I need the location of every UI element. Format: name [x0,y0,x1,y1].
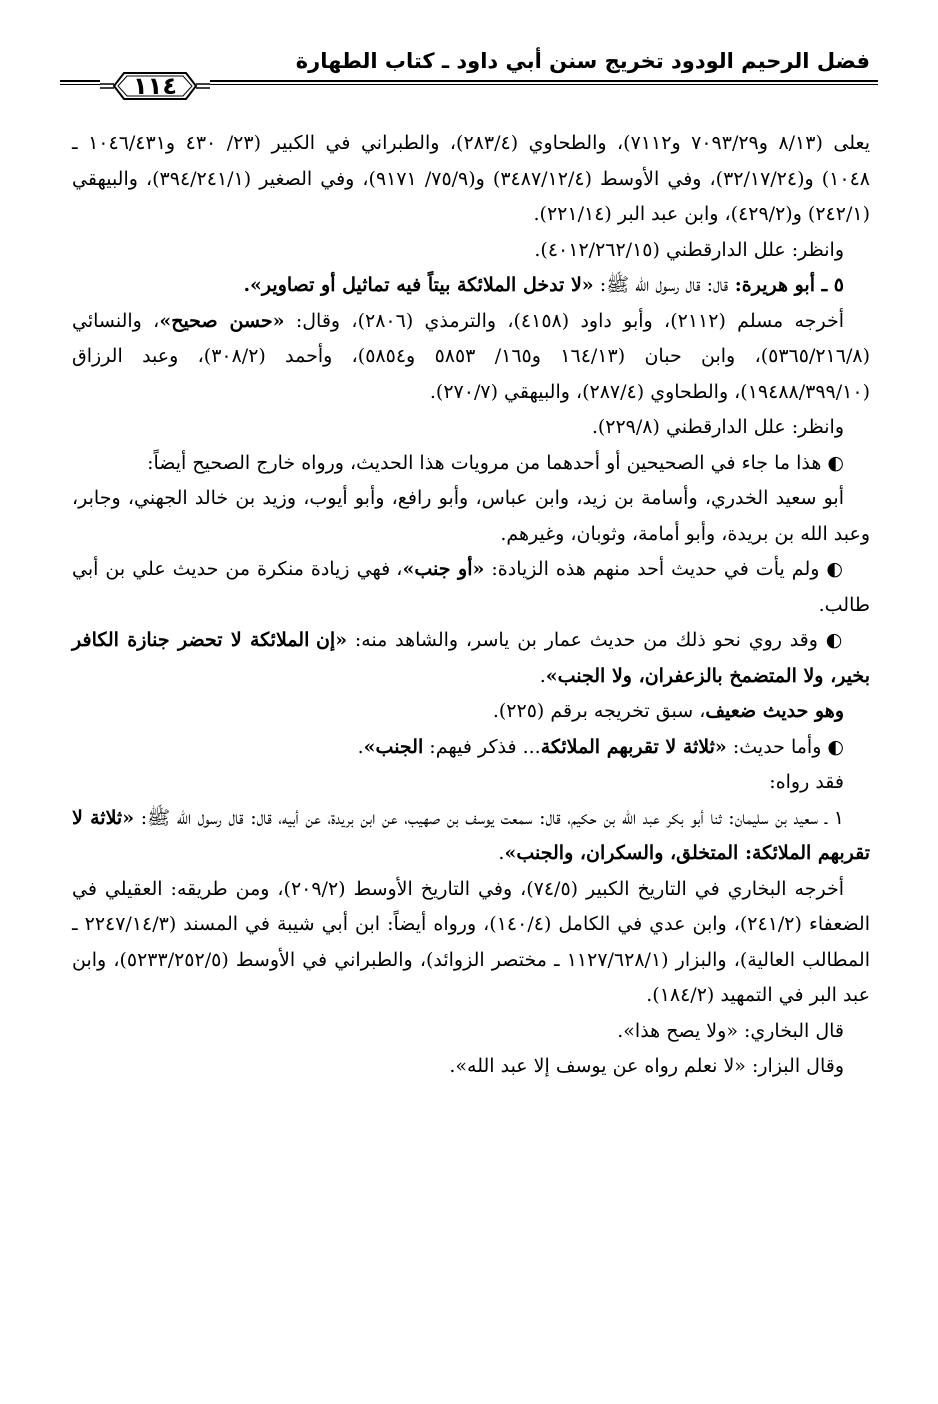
bold-text-segment: وهو حديث ضعيف [705,700,844,722]
running-title: فضل الرحيم الودود تخريج سنن أبي داود ـ كتاب الطهارة [295,49,870,73]
paragraph [72,694,870,730]
paragraph [72,268,870,304]
paragraph [72,872,870,1014]
page-header [60,48,878,110]
text-segment: . [449,1055,456,1077]
text-segment: ◐ [821,451,844,474]
text-segment: فقد رواه: [769,771,844,793]
text-segment: أخرجه البخاري في التاريخ الكبير (٧٤/٥)، وفي التاريخ الأوسط (٢٠٩/٢)، ومن طريقه: العقيلي في الضعفاء (٢٤١/٢)، وابن عدي في الكامل (١٤٠/٤)، ورواه أيضاً: ابن أبي شيبة في المسند (٢٢٤٧/١٤/٣ ـ المطالب العالية)، والبزار (١١٢٧/٦٢٨/١ ـ مختصر الزوائد)، والطبراني في الأوسط (٥٢٣٣/٢٥٢/٥)، وابن عبد البر في التمهيد (١٨٤/٢). [72,877,871,1006]
text-segment: أبو سعيد الخدري، وأسامة بن زيد، وابن عباس، وأبو رافع، وأبو أيوب، وزيد بن خالد الجهني، وجابر، وعبد الله بن بريدة، وأبو أمامة، وثوبان، وغيرهم. [72,487,870,545]
text-segment: «لا نعلم رواه عن يوسف إلا عبد الله» [455,1055,746,1077]
text-segment: . [539,664,546,687]
paragraph [72,623,870,694]
bold-text-segment: ٥ ـ أبو هريرة: [728,274,844,296]
paragraph [72,126,870,233]
paragraph [72,410,870,446]
paragraph [72,304,870,411]
paragraph [72,1049,870,1085]
text-segment: هذا ما جاء في الصحيحين أو أحدهما من مرويات هذا الحديث، ورواه خارج الصحيح أيضاً: [147,451,822,474]
page-number: ١١٤ [133,72,177,100]
text-segment: ◐ وأما حديث: [726,735,844,758]
paragraph [72,552,870,623]
page-number-ornament [100,68,210,104]
paragraph [72,730,870,766]
text-segment: قال البخاري: [737,1019,844,1042]
bold-text-segment: «ثلاثة لا تقربهم الملائكة [540,735,727,758]
text-segment: . [357,735,364,758]
text-segment: ◐ وقد روي نحو ذلك من حديث عمار بن ياسر، والشاهد منه: [347,629,844,651]
text-segment: وانظر: علل الدارقطني (٢٢٩/٨). [591,416,844,438]
paragraph [72,481,870,552]
text-segment: . [617,1019,624,1042]
text-segment: أخرجه مسلم (٢١١٢)، وأبو داود (٤١٥٨)، والترمذي (٢٨٠٦)، وقال: [284,309,845,332]
text-segment: وقال البزار: [745,1055,844,1077]
page-body [72,126,870,1085]
paragraph [72,233,870,269]
text-segment: ، فهي زيادة منكرة من حديث علي بن أبي طالب. [72,558,870,616]
text-segment: قال: قال رسول الله ﷺ: [593,274,729,296]
bold-text-segment: الجنب» [363,735,424,758]
paragraph [72,801,870,872]
text-segment: «ولا يصح هذا» [623,1019,738,1042]
text-segment: وانظر: علل الدارقطني (٤٠١٢/٢٦٢/١٥). [534,238,844,261]
text-segment: ١ ـ سعيد بن سليمان: ثنا أبو بكر عبد الله بن حكيم، قال: سمعت يوسف بن صهيب، عن ابن بريدة، عن أبيه، قال: قال رسول الله ﷺ: [134,806,844,829]
bold-text-segment: «أو جنب» [402,558,485,580]
text-segment: ، سبق تخريجه برقم (٢٢٥). [492,700,706,722]
paragraph [72,1014,870,1050]
bold-text-segment: «ثلاثة لا تقربهم الملائكة: المتخلق، والسكران، والجنب» [72,806,870,864]
text-segment: ، والنسائي (٥٣٦٥/٢١٦/٨)، وابن حبان (١٦٤/١٣ و١٦٥/ ٥٨٥٣ و٥٨٥٤)، وأحمد (٣٠٨/٢)، وعبد الرزاق (١٩٤٨٨/٣٩٩/١٠)، والطحاوي (٢٨٧/٤)، والبيهقي (٢٧٠/٧). [72,309,870,403]
text-segment: . [498,842,505,864]
text-segment: ... فذكر فيهم: [423,735,541,758]
paragraph [72,765,870,801]
text-segment: يعلى (٨/١٣ و٧٠٩٣/٢٩ و٧١١٢)، والطحاوي (٢٨٣/٤)، والطبراني في الكبير (٢٣/ ٤٣٠ و١٠٤٦/٤٣١ ـ ١٠٤٨) و(٣٢/١٧/٢٤)، وفي الأوسط (٣٤٨٧/١٢/٤) و(٧٥/٩/ ٩١٧١)، وفي الصغير (٣٩٤/٢٤١/١)، والبيهقي (٢٤٢/١) و(٤٢٩/٢)، وابن عبد البر (٢٢١/١٤). [72,132,870,225]
bold-text-segment: «إن الملائكة لا تحضر جنازة الكافر بخير، ولا المتضمخ بالزعفران، ولا الجنب» [72,629,870,687]
text-segment: ◐ ولم يأت في حديث أحد منهم هذه الزيادة: [484,558,844,580]
bold-text-segment: «حسن صحيح» [159,309,285,332]
bold-text-segment: «لا تدخل الملائكة بيتاً فيه تماثيل أو تصاوير». [243,274,594,296]
paragraph [72,446,870,482]
